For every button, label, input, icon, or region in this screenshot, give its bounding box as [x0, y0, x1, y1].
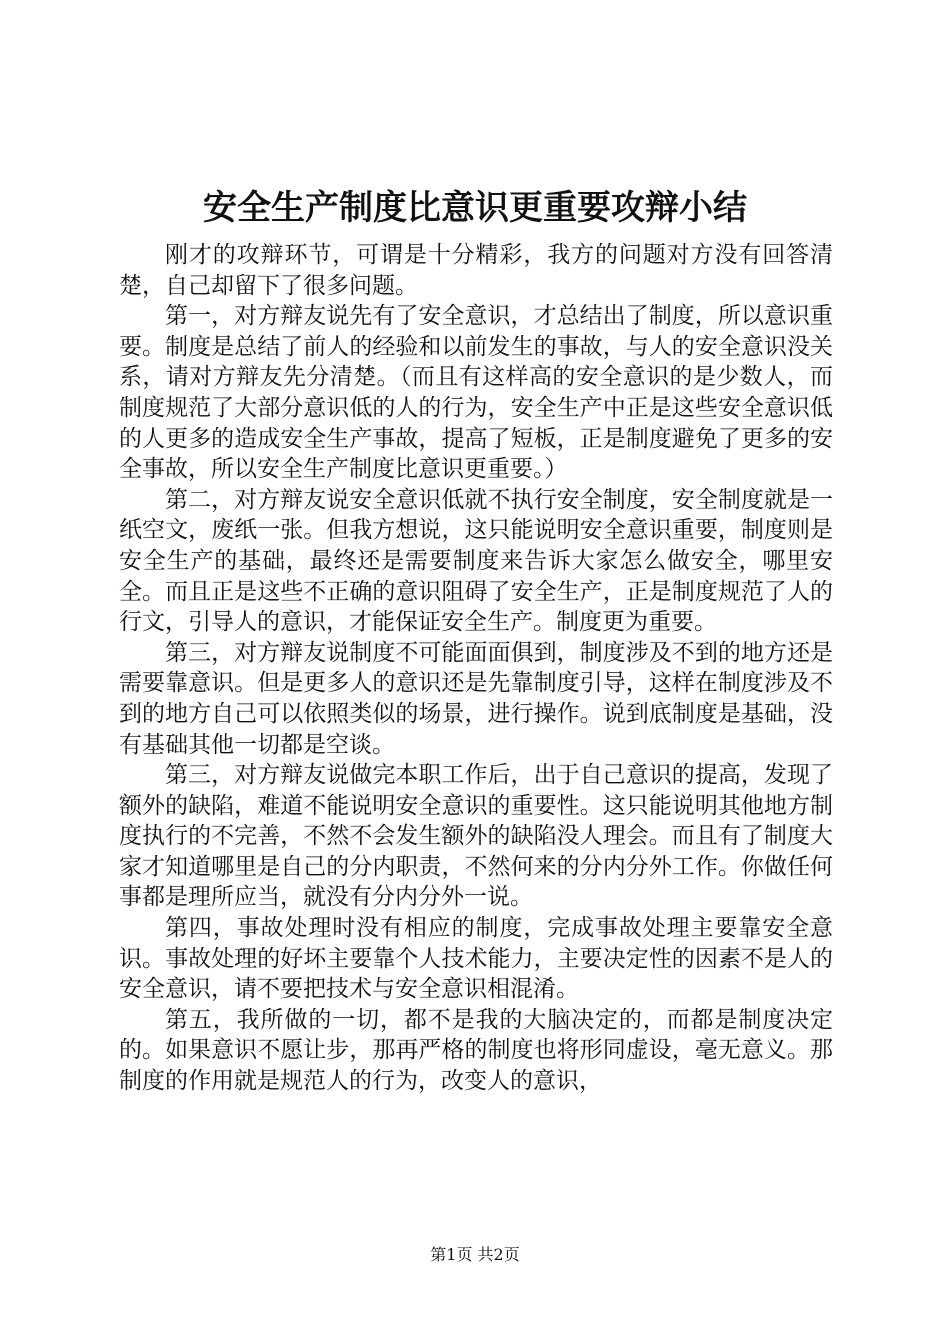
paragraph-point-3a: 第三，对方辩友说制度不可能面面俱到，制度涉及不到的地方还是需要靠意识。但是更多人的意识还是先靠制度引导，这样在制度涉及不到的地方自己可以依照类似的场景，进行操作。说到底制度是基础，没有基础其他一切都是空谈。 — [119, 639, 833, 758]
paragraph-point-3b: 第三，对方辩友说做完本职工作后，出于自己意识的提高，发现了额外的缺陷，难道不能说明安全意识的重要性。这只能说明其他地方制度执行的不完善，不然不会发生额外的缺陷没人理会。而且有了制度大家才知道哪里是自己的分内职责，不然何来的分内分外工作。你做任何事都是理所应当，就没有分内分外一说。 — [119, 762, 833, 911]
page-footer: 第1页 共2页 — [430, 1245, 520, 1264]
paragraph-point-2: 第二，对方辩友说安全意识低就不执行安全制度，安全制度就是一纸空文，废纸一张。但我方想说，这只能说明安全意识重要，制度则是安全生产的基础，最终还是需要制度来告诉大家怎么做安全，哪里安全。而且正是这些不正确的意识阻碍了安全生产，正是制度规范了人的行文，引导人的意识，才能保证安全生产。制度更为重要。 — [119, 486, 833, 636]
document-body — [119, 240, 833, 1097]
paragraph-point-5: 第五，我所做的一切，都不是我的大脑决定的，而都是制度决定的。如果意识不愿让步，那再严格的制度也将形同虚设，毫无意义。那制度的作用就是规范人的行为，改变人的意识， — [119, 1006, 833, 1095]
paragraph-point-1: 第一，对方辩友说先有了安全意识，才总结出了制度，所以意识重要。制度是总结了前人的经验和以前发生的事故，与人的安全意识没关系，请对方辩友先分清楚。（而且有这样高的安全意识的是少数人，而制度规范了大部分意识低的人的行为，安全生产中正是这些安全意识低的人更多的造成安全生产事故，提高了短板，正是制度避免了更多的安全事故，所以安全生产制度比意识更重要。） — [119, 303, 833, 483]
document-title: 安全生产制度比意识更重要攻辩小结 — [203, 188, 747, 228]
paragraph-intro: 刚才的攻辩环节，可谓是十分精彩，我方的问题对方没有回答清楚，自己却留下了很多问题。 — [119, 242, 833, 299]
paragraph-point-4: 第四，事故处理时没有相应的制度，完成事故处理主要靠安全意识。事故处理的好坏主要靠个人技术能力，主要决定性的因素不是人的安全意识，请不要把技术与安全意识相混淆。 — [119, 915, 833, 1003]
